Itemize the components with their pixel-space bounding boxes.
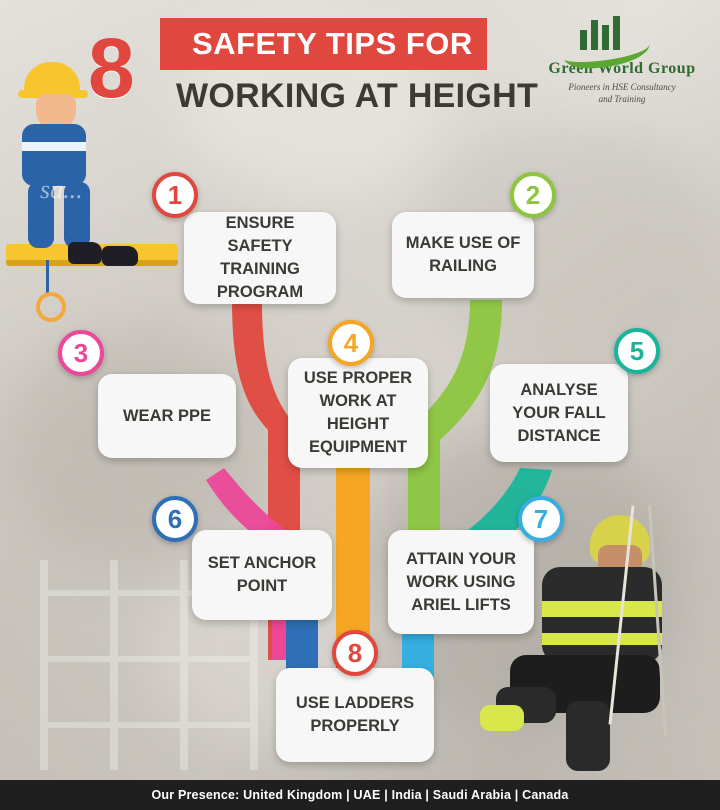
tip-badge-8-number: 8 xyxy=(347,637,363,668)
footer-text: Our Presence: United Kingdom | UAE | India | Saudi Arabia | Canada xyxy=(151,788,569,802)
tip-badge-4 xyxy=(328,320,374,366)
tip-badge-5 xyxy=(614,328,660,374)
logo-tagline-line-1: Pioneers in HSE Consultancy xyxy=(568,82,676,92)
tip-card-1-label: ENSURE SAFETY TRAINING PROGRAM xyxy=(216,214,304,301)
tip-badge-2-number: 2 xyxy=(525,179,541,210)
tip-badge-7 xyxy=(518,496,564,542)
tip-badge-1-number: 1 xyxy=(167,179,183,210)
tip-card-4-label: USE PROPER WORK AT HEIGHT EQUIPMENT xyxy=(303,369,413,456)
footer-bar xyxy=(0,780,720,810)
logo-name-part-2: World xyxy=(597,60,644,77)
tip-card-7-label: ATTAIN YOUR WORK USING ARIEL LIFTS xyxy=(406,549,516,614)
tip-card-4[interactable] xyxy=(288,358,428,468)
tip-card-3[interactable] xyxy=(98,374,236,458)
tip-badge-8 xyxy=(332,630,378,676)
logo-name-part-1: Green xyxy=(548,60,594,77)
tip-card-2-label: MAKE USE OF RAILING xyxy=(405,234,521,275)
watermark-text: sa... xyxy=(40,175,83,204)
tip-badge-6-number: 6 xyxy=(167,503,183,534)
logo-tagline-line-2: and Training xyxy=(598,94,646,104)
tip-card-3-label: WEAR PPE xyxy=(122,406,211,425)
tip-card-1[interactable] xyxy=(184,212,336,304)
tip-card-5-label: ANALYSE YOUR FALL DISTANCE xyxy=(512,380,606,445)
tip-card-8[interactable] xyxy=(276,668,434,762)
tip-card-6[interactable] xyxy=(192,530,332,620)
tip-badge-4-number: 4 xyxy=(343,327,359,358)
tip-badge-1 xyxy=(152,172,198,218)
headline-number: 8 xyxy=(88,21,133,115)
tip-badge-5-number: 5 xyxy=(629,335,645,366)
tip-badge-7-number: 7 xyxy=(533,503,549,534)
tip-card-5[interactable] xyxy=(490,364,628,462)
tip-badge-3 xyxy=(58,330,104,376)
headline-line-1: SAFETY TIPS FOR xyxy=(160,18,487,70)
tip-card-6-label: SET ANCHOR POINT xyxy=(207,554,317,595)
tip-badge-3-number: 3 xyxy=(73,337,89,368)
headline-line-2: WORKING AT HEIGHT xyxy=(176,77,539,115)
tip-card-2[interactable] xyxy=(392,212,534,298)
tip-card-7[interactable] xyxy=(388,530,534,634)
tip-badge-2 xyxy=(510,172,556,218)
logo-name-part-3: Group xyxy=(648,60,696,77)
tip-card-8-label: USE LADDERS PROPERLY xyxy=(295,694,415,735)
tip-badge-6 xyxy=(152,496,198,542)
